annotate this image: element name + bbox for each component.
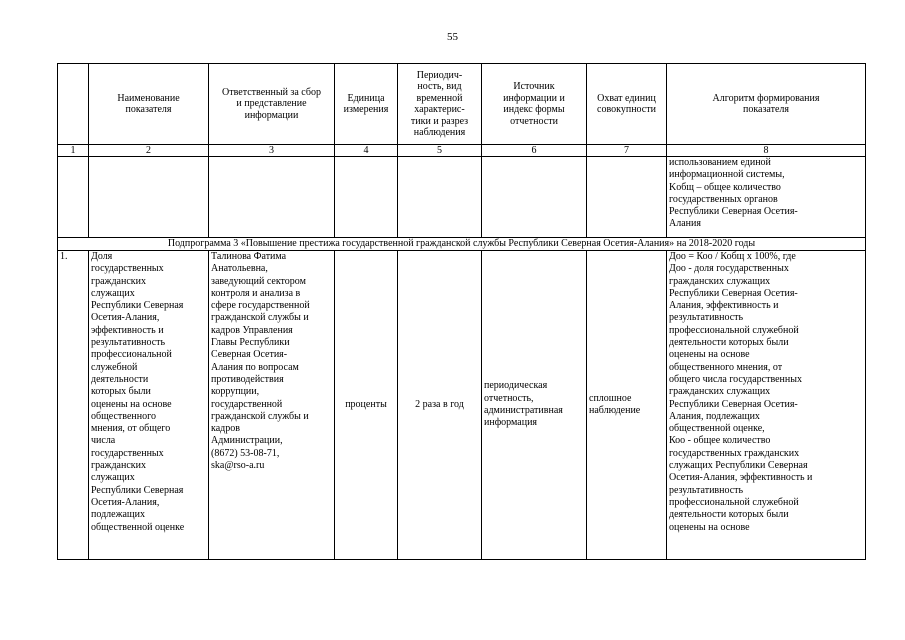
unit-cell: проценты (335, 251, 398, 560)
empty-cell (209, 157, 335, 238)
column-number: 1 (58, 145, 89, 157)
indicator-table (57, 63, 866, 560)
header-cell-unit: Единица измерения (335, 64, 398, 145)
empty-cell (482, 157, 587, 238)
column-number: 3 (209, 145, 335, 157)
responsible-cell: Талинова Фатима Анатольевна, заведующий сектором контроля и анализа в сфере государственной гражданской службы и кадров Управления Главы Республики Северная Осетия- Алания по вопросам противодействия коррупции, государственной гражданской службы и кадров Администрации, (8672) 53-08-71, ska@rso-a.ru (209, 251, 335, 560)
algorithm-cell: Доо = Коо / Кобщ х 100%, где Доо - доля государственных гражданских служащих Республики Северная Осетия- Алания, эффективность и результативность профессиональной служебной деятельности которых были оценены на основе общественного мнения, от общего числа государственных гражданских служащих Республики Северная Осетия- Алания, подлежащих общественной оценке, Коо - общее количество государственных гражданских служащих Республики Северная Осетия-Алания, эффективность и результативность профессиональной служебной деятельности которых были оценены на основе (667, 251, 866, 560)
empty-cell (335, 157, 398, 238)
empty-cell (89, 157, 209, 238)
header-cell-coverage: Охват единиц совокупности (587, 64, 667, 145)
page-number: 55 (447, 31, 458, 43)
header-cell-source: Источник информации и индекс формы отчетности (482, 64, 587, 145)
subprogram-title: Подпрограмма 3 «Повышение престижа государственной гражданской службы Республики Северная Осетия-Алания» на 2018-2020 годы (58, 238, 866, 251)
column-number: 5 (398, 145, 482, 157)
subprogram-row (58, 238, 866, 251)
header-row (58, 64, 866, 145)
header-cell-indicator: Наименование показателя (89, 64, 209, 145)
header-cell-periodicity: Периодич- ность, вид временной характерис- тики и разрез наблюдения (398, 64, 482, 145)
column-number: 7 (587, 145, 667, 157)
empty-cell (398, 157, 482, 238)
column-number: 6 (482, 145, 587, 157)
continuation-algorithm-cell: использованием единой информационной системы, Kобщ – общее количество государственных органов Республики Северная Осетия- Алания (667, 157, 866, 238)
column-number: 8 (667, 145, 866, 157)
empty-cell (58, 157, 89, 238)
header-cell-algorithm: Алгоритм формирования показателя (667, 64, 866, 145)
header-cell-responsible: Ответственный за сбор и представление информации (209, 64, 335, 145)
row-number-cell: 1. (58, 251, 89, 560)
column-number: 4 (335, 145, 398, 157)
indicator-row (58, 251, 866, 560)
indicator-name-cell: Доля государственных гражданских служащих Республики Северная Осетия-Алания, эффективность и результативность профессиональной служебной деятельности которых были оценены на основе общественного мнения, от общего числа государственных гражданских служащих Республики Северная Осетия-Алания, подлежащих общественной оценке (89, 251, 209, 560)
source-cell: периодическая отчетность, административная информация (482, 251, 587, 560)
coverage-cell: сплошное наблюдение (587, 251, 667, 560)
header-cell-number (58, 64, 89, 145)
periodicity-cell: 2 раза в год (398, 251, 482, 560)
empty-cell (587, 157, 667, 238)
column-number-row (58, 145, 866, 157)
column-number: 2 (89, 145, 209, 157)
continuation-row (58, 157, 866, 238)
